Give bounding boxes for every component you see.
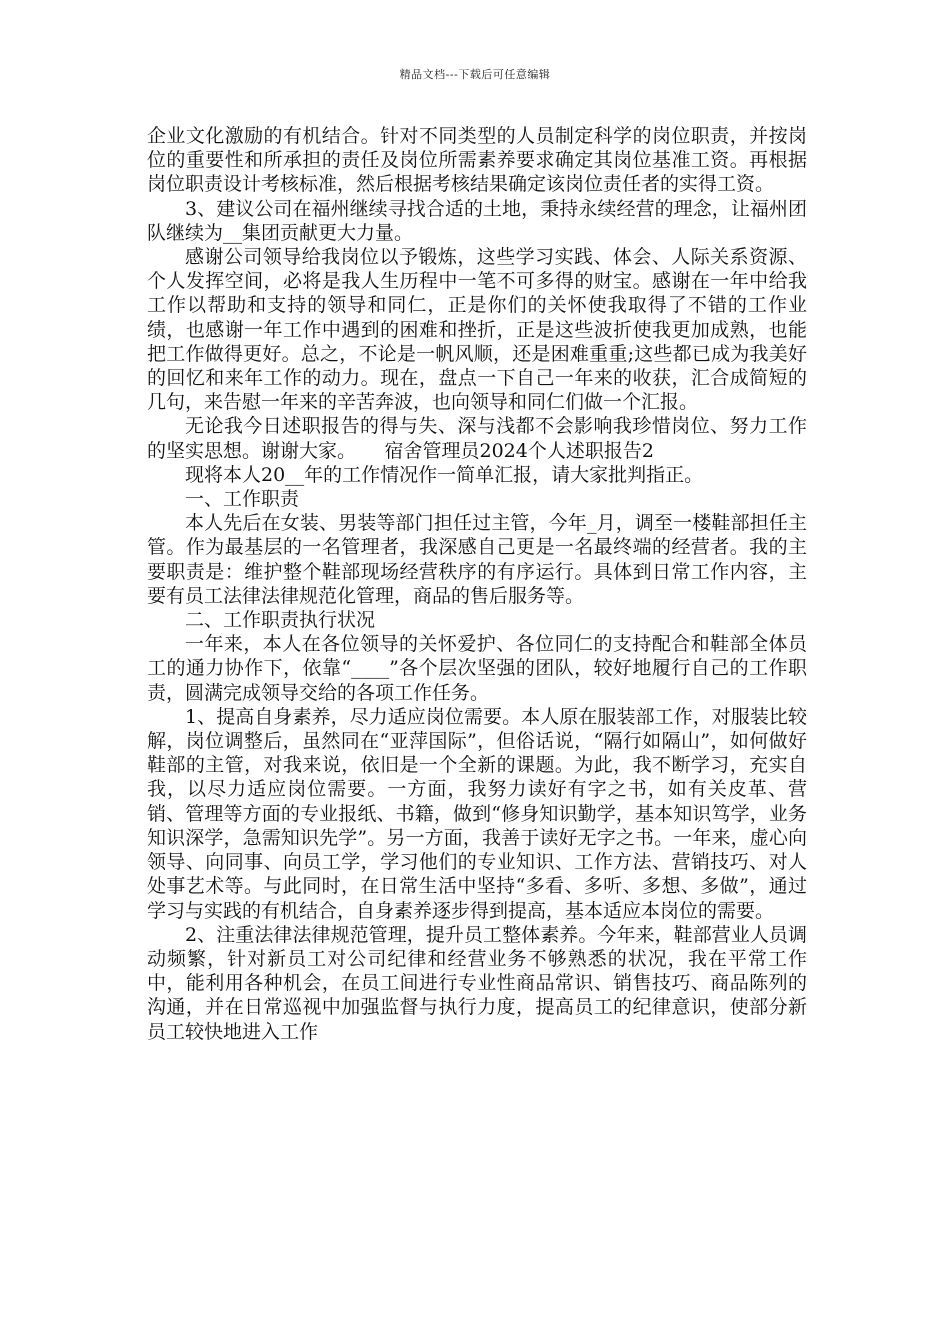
paragraph-5: 现将本人20__年的工作情况作一简单汇报，请大家批判指正。: [185, 463, 704, 486]
paragraph-3: 感谢公司领导给我岗位以予锻炼，这些学习实践、体会、人际关系资源、个人发挥空间，必将是我人生历程中一笔不可多得的财宝。感谢在一年中给我工作以帮助和支持的领导和同仁，正是你们的关怀使我取得了不错的工作业绩，也感谢一年工作中遇到的困难和挫折，正是这些波折使我更加成熟，也能把工作做得更好。总之，不论是一帆风顺，还是困难重重;这些都已成为我美好的回忆和来年工作的动力。现在，盘点一下自己一年来的收获，汇合成简短的几句，来告慰一年来的辛苦奔波，也向领导和同仁们做一个汇报。: [147, 246, 807, 414]
section-heading-1: 一、工作职责: [185, 488, 300, 511]
paragraph-10: 1、提高自身素养，尽力适应岗位需要。本人原在服装部工作，对服装比较解，岗位调整后，虽然同在“亚萍国际”，但俗话说，“隔行如隔山”，如何做好鞋部的主管，对我来说，依旧是一个全新的课题。为此，我不断学习，充实自我，以尽力适应岗位需要。一方面，我努力读好有字之书，如有关皮革、营销、管理等方面的专业报纸、书籍，做到“修身知识勤学，基本知识笃学，业务知识深学，急需知识先学”。另一方面，我善于读好无字之书。一年来，虚心向领导、向同事、向员工学，学习他们的专业知识、工作方法、营销技巧、对人处事艺术等。与此同时，在日常生活中坚持“多看、多听、多想、多做”，通过学习与实践的有机结合，自身素养逐步得到提高，基本适应本岗位的需要。: [147, 705, 807, 922]
paragraph-11: 2、注重法律法律规范管理，提升员工整体素养。今年来，鞋部营业人员调动频繁，针对新员工对公司纪律和经营业务不够熟悉的状况，我在平常工作中，能利用各种机会，在员工间进行专业性商品常识、销售技巧、商品陈列的沟通，并在日常巡视中加强监督与执行力度，提高员工的纪律意识，使部分新员工较快地进入工作: [147, 923, 807, 1043]
document-body: [147, 124, 807, 1044]
paragraph-1: 企业文化激励的有机结合。针对不同类型的人员制定科学的岗位职责，并按岗位的重要性和所承担的责任及岗位所需素养要求确定其岗位基准工资。再根据岗位职责设计考核标准，然后根据考核结果确定该岗位责任者的实得工资。: [147, 125, 807, 196]
paragraph-4: 无论我今日述职报告的得与失、深与浅都不会影响我珍惜岗位、努力工作的坚实思想。谢谢大家。 宿舍管理员2024个人述职报告2: [147, 415, 807, 462]
paragraph-7: 本人先后在女装、男装等部门担任过主管，今年_月，调至一楼鞋部担任主管。作为最基层的一名管理者，我深感自己更是一名最终端的经营者。我的主要职责是：维护整个鞋部现场经营秩序的有序运行。具体到日常工作内容，主要有员工法律法律规范化管理，商品的售后服务等。: [147, 512, 807, 607]
section-heading-2: 二、工作职责执行状况: [185, 609, 376, 632]
paragraph-2: 3、建议公司在福州继续寻找合适的土地，秉持永续经营的理念，让福州团队继续为__集团贡献更大力量。: [147, 197, 807, 244]
paragraph-9: 一年来，本人在各位领导的关怀爱护、各位同仁的支持配合和鞋部全体员工的通力协作下，依靠“____”各个层次坚强的团队，较好地履行自己的工作职责，圆满完成领导交给的各项工作任务。: [147, 633, 807, 704]
page-header: 精品文档---下载后可任意编辑: [399, 68, 551, 81]
